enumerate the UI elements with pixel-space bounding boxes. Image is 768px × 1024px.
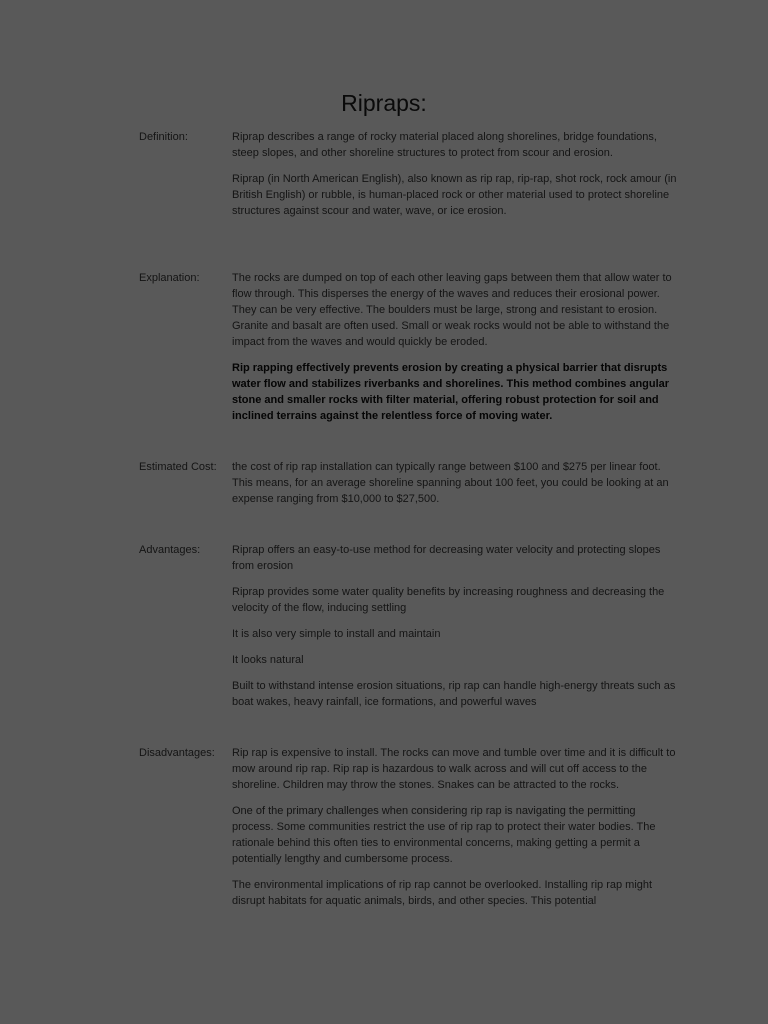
section-content — [232, 745, 679, 919]
page-title: Ripraps: — [341, 90, 427, 116]
section-label: Estimated Cost: — [139, 461, 217, 473]
paragraph: It looks natural — [232, 654, 304, 666]
section-content — [232, 459, 679, 517]
paragraph: the cost of rip rap installation can typically range between $100 and $275 per linear foot. This means, for an average shoreline spanning about 100 feet, you could be looking at an expense ranging from $10,000 to $27,500. — [232, 461, 669, 505]
paragraph-bold: Rip rapping effectively prevents erosion by creating a physical barrier that disrupts water flow and stabilizes riverbanks and shorelines. This method combines angular stone and smaller rocks with filter material, offering robust protection for soil and inclined terrains against the relentless force of moving water. — [232, 362, 670, 422]
paragraph: The environmental implications of rip rap cannot be overlooked. Installing rip rap might disrupt habitats for aquatic animals, birds, and other species. This potential — [232, 879, 653, 907]
section-label: Explanation: — [139, 272, 200, 284]
section-content — [232, 270, 679, 434]
section-label: Advantages: — [139, 544, 201, 556]
paragraph: Riprap (in North American English), also known as rip rap, rip-rap, shot rock, rock amour (in British English) or rubble, is human-placed rock or other material used to protect shoreline structures against scour and water, wave, or ice erosion. — [232, 173, 677, 217]
section-label: Definition: — [139, 131, 188, 143]
paragraph: Riprap describes a range of rocky material placed along shorelines, bridge foundations, steep slopes, and other shoreline structures to protect from scour and erosion. — [232, 131, 657, 159]
section-label: Disadvantages: — [139, 747, 215, 759]
paragraph: It is also very simple to install and maintain — [232, 628, 441, 640]
paragraph: Riprap provides some water quality benefits by increasing roughness and decreasing the velocity of the flow, inducing settling — [232, 586, 665, 614]
section-content — [232, 542, 679, 720]
paragraph: Riprap offers an easy-to-use method for decreasing water velocity and protecting slopes from erosion — [232, 544, 661, 572]
paragraph: The rocks are dumped on top of each other leaving gaps between them that allow water to flow through. This disperses the energy of the waves and reduces their erosional power. They can be very effective. The boulders must be large, strong and resistant to erosion. Granite and basalt are often used. Small or weak rocks would not be able to withstand the impact from the waves and would quickly be eroded. — [232, 272, 672, 348]
paragraph: One of the primary challenges when considering rip rap is navigating the permitting process. Some communities restrict the use of rip rap to protect their water bodies. The rationale behind this often ties to environmental concerns, making getting a permit a potentially lengthy and cumbersome process. — [232, 805, 656, 865]
section-content — [232, 129, 679, 229]
paragraph: Rip rap is expensive to install. The rocks can move and tumble over time and it is difficult to mow around rip rap. Rip rap is hazardous to walk across and will cut off access to the shoreline. Children may throw the stones. Snakes can be attracted to the rocks. — [232, 747, 676, 791]
paragraph: Built to withstand intense erosion situations, rip rap can handle high-energy threats such as boat wakes, heavy rainfall, ice formations, and powerful waves — [232, 680, 676, 708]
